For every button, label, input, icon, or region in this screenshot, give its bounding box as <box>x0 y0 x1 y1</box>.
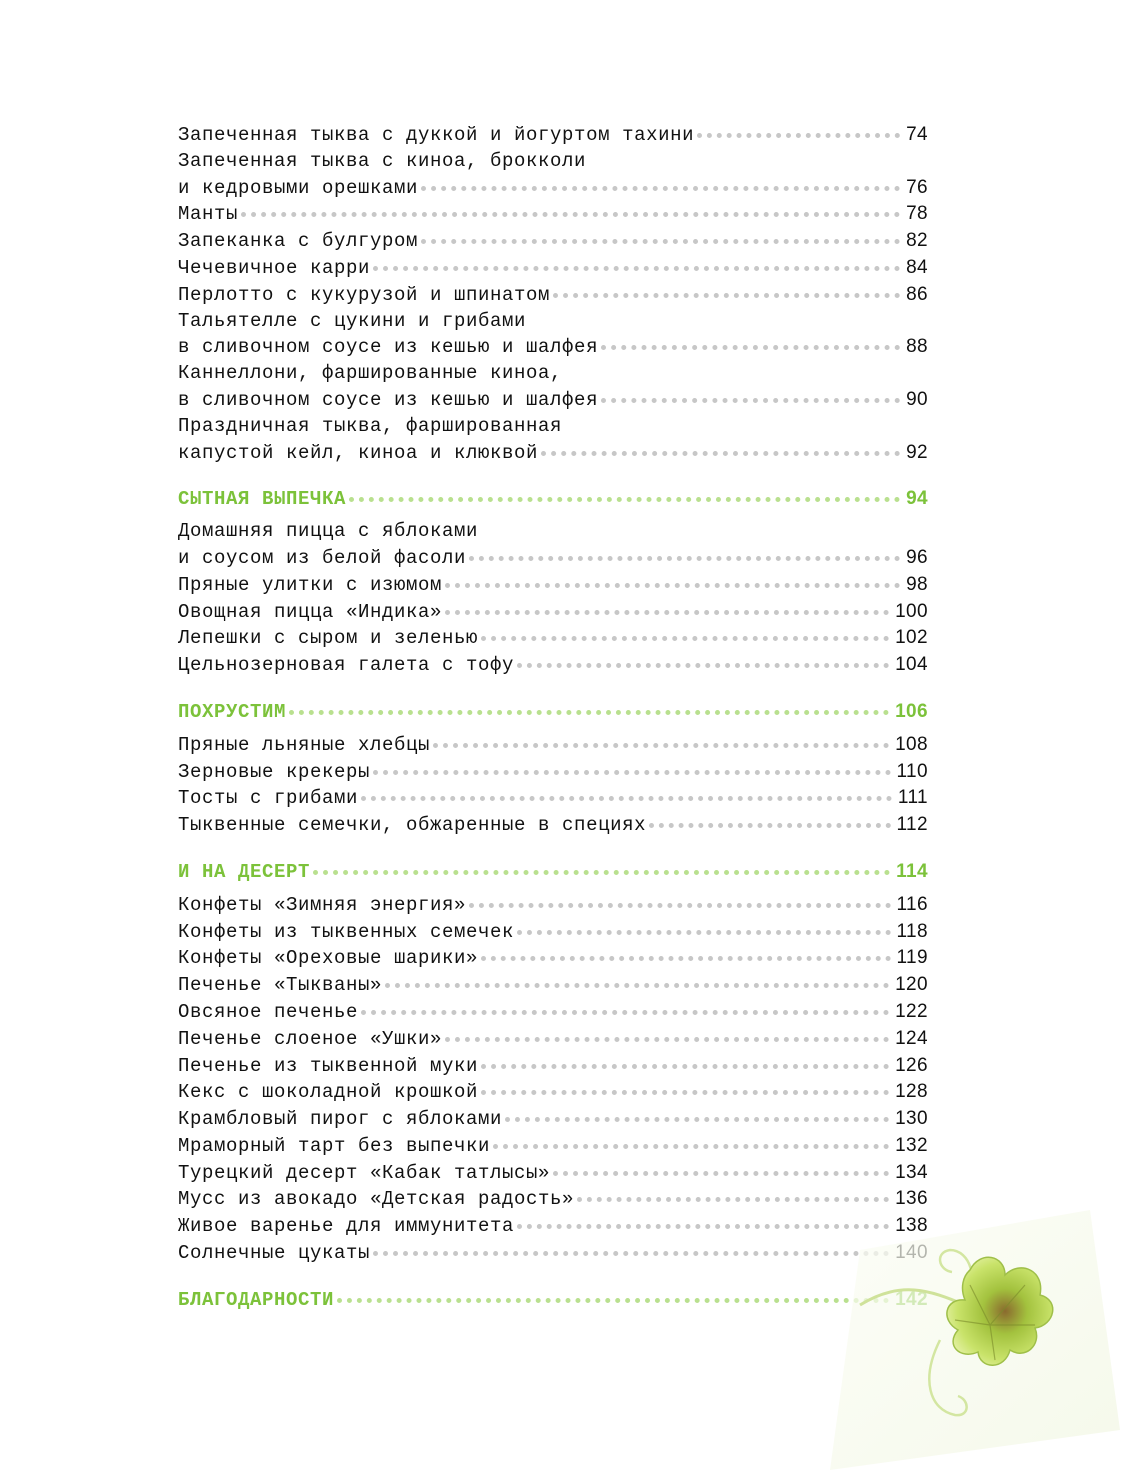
toc-entry-title: Цельнозерновая галета с тофу <box>178 654 515 677</box>
toc-entry[interactable] <box>178 572 928 599</box>
toc-entry-page-number: 92 <box>906 441 928 463</box>
toc-entry-page-number: 138 <box>895 1215 928 1237</box>
leader-dots <box>433 743 889 748</box>
toc-entry-title: Крамбловый пирог с яблоками <box>178 1108 503 1131</box>
toc-entry-title: в сливочном соусе из кешью и шалфея <box>178 388 599 411</box>
leader-dots <box>505 1117 889 1122</box>
toc-entry-title: Печенье «Тыкваны» <box>178 974 383 997</box>
toc-entry-page-number: 74 <box>906 124 928 145</box>
leader-dots <box>577 1197 889 1202</box>
toc-entry[interactable] <box>178 519 928 572</box>
toc-entry-page-number: 136 <box>895 1188 928 1210</box>
toc-section <box>178 699 928 839</box>
toc-entry-title: Тыквенные семечки, обжаренные в специях <box>178 814 647 837</box>
toc-entry-page-number: 130 <box>895 1108 928 1130</box>
leader-dots <box>469 556 900 561</box>
toc-entry-title: Солнечные цукаты <box>178 1242 371 1265</box>
toc-section-page-number: 114 <box>896 860 928 882</box>
toc-entry[interactable] <box>178 1240 928 1267</box>
toc-entry-title: Запеченная тыква с дуккой и йогуртом тахини <box>178 124 695 146</box>
toc-entry-title-line1: Каннеллони, фаршированные киноа, <box>178 362 563 385</box>
toc-entry-title: Перлотто с кукурузой и шпинатом <box>178 283 551 306</box>
toc-entry-page-number: 128 <box>895 1081 928 1103</box>
toc-entry[interactable] <box>178 812 928 839</box>
toc-entry-page-number: 82 <box>906 230 928 252</box>
toc-entry-page-number: 110 <box>896 760 928 782</box>
leader-dots <box>289 710 889 715</box>
toc-section <box>178 486 928 679</box>
toc-section-page-number: 94 <box>906 488 928 510</box>
leader-dots <box>361 1010 889 1015</box>
toc-entry-title: Печенье из тыквенной муки <box>178 1054 479 1077</box>
toc-section <box>178 859 928 1267</box>
toc-entry-title: и соусом из белой фасоли <box>178 546 467 569</box>
toc-sections <box>178 486 928 1313</box>
table-of-contents <box>178 122 928 1320</box>
leader-dots <box>517 663 889 668</box>
toc-section-heading[interactable] <box>178 1287 928 1314</box>
toc-entry-page-number: 116 <box>896 893 928 915</box>
toc-entry[interactable] <box>178 759 928 786</box>
toc-entry[interactable] <box>178 414 928 467</box>
toc-entry[interactable] <box>178 255 928 282</box>
leader-dots <box>373 770 890 775</box>
toc-entry-page-number: 100 <box>895 600 928 622</box>
toc-section-heading[interactable] <box>178 859 928 886</box>
toc-entry-title: Пряные улитки с изюмом <box>178 573 443 596</box>
leader-dots <box>481 1090 889 1095</box>
toc-entry[interactable] <box>178 1026 928 1053</box>
toc-entry-title: Тосты с грибами <box>178 787 359 810</box>
toc-entry[interactable] <box>178 228 928 255</box>
leader-dots <box>445 610 889 615</box>
leader-dots <box>349 497 900 502</box>
toc-entry-title: Лепешки с сыром и зеленью <box>178 627 479 650</box>
toc-entry[interactable] <box>178 919 928 946</box>
toc-entry-page-number: 78 <box>906 203 928 225</box>
toc-entry-page-number: 96 <box>906 546 928 568</box>
leader-dots <box>373 266 900 271</box>
leader-dots <box>421 239 900 244</box>
toc-entry-page-number: 108 <box>895 733 928 755</box>
toc-entry-title: Конфеты из тыквенных семечек <box>178 920 515 943</box>
toc-entry-page-number: 112 <box>896 814 928 836</box>
toc-entry-page-number: 84 <box>906 256 928 278</box>
toc-entry-title: в сливочном соусе из кешью и шалфея <box>178 336 599 359</box>
toc-entry-title: Пряные льняные хлебцы <box>178 733 431 756</box>
toc-entry-title: Печенье слоеное «Ушки» <box>178 1027 443 1050</box>
toc-entry-page-number: 88 <box>906 336 928 358</box>
toc-entry-page-number: 111 <box>897 787 928 809</box>
toc-entry-title: Конфеты «Зимняя энергия» <box>178 893 467 916</box>
toc-entry-page-number: 134 <box>895 1161 928 1183</box>
leader-dots <box>421 186 900 191</box>
leader-dots <box>361 796 892 801</box>
toc-entry[interactable] <box>178 732 928 759</box>
toc-entry-page-number: 76 <box>906 176 928 198</box>
toc-entry[interactable] <box>178 1106 928 1133</box>
toc-entry[interactable] <box>178 201 928 228</box>
toc-entry[interactable] <box>178 361 928 414</box>
toc-entry-title: Чечевичное карри <box>178 256 371 279</box>
leader-dots <box>541 451 900 456</box>
toc-entry[interactable] <box>178 892 928 919</box>
toc-entry-title: Конфеты «Ореховые шарики» <box>178 947 479 970</box>
leader-dots <box>649 823 890 828</box>
toc-entry-title: Овощная пицца «Индика» <box>178 600 443 623</box>
toc-entry[interactable] <box>178 945 928 972</box>
toc-entry-title: Овсяное печенье <box>178 1000 359 1023</box>
toc-section-title: БЛАГОДАРНОСТИ <box>178 1288 335 1311</box>
toc-entry-page-number: 126 <box>895 1054 928 1076</box>
leader-dots <box>445 583 900 588</box>
toc-entries <box>178 122 928 466</box>
toc-entry-title: Живое варенье для иммунитета <box>178 1215 515 1238</box>
toc-entry[interactable] <box>178 1186 928 1213</box>
leader-dots <box>313 870 890 875</box>
toc-entry[interactable] <box>178 309 928 362</box>
toc-section-title: ПОХРУСТИМ <box>178 700 287 723</box>
leader-dots <box>373 1251 889 1256</box>
toc-entry-title: капустой кейл, киноа и клюквой <box>178 441 539 464</box>
toc-section <box>178 1287 928 1314</box>
toc-entry[interactable] <box>178 785 928 812</box>
leader-dots <box>385 983 889 988</box>
toc-entry[interactable] <box>178 999 928 1026</box>
toc-entry-page-number: 86 <box>906 283 928 305</box>
toc-entry-title: Зерновые крекеры <box>178 760 371 783</box>
leader-dots <box>481 636 889 641</box>
toc-entry-title: Мраморный тарт без выпечки <box>178 1134 491 1157</box>
leader-dots <box>445 1037 889 1042</box>
leader-dots <box>601 345 900 350</box>
toc-entry[interactable] <box>178 652 928 679</box>
toc-entry[interactable] <box>178 599 928 626</box>
toc-entry[interactable] <box>178 282 928 309</box>
toc-entry[interactable] <box>178 1160 928 1187</box>
toc-entry[interactable] <box>178 625 928 652</box>
toc-entry-page-number: 124 <box>895 1027 928 1049</box>
toc-entry-title-line1: Запеченная тыква с киноа, брокколи <box>178 149 587 172</box>
leader-dots <box>601 398 900 403</box>
toc-entry-page-number: 104 <box>895 654 928 676</box>
toc-entry[interactable] <box>178 149 928 202</box>
toc-entry-page-number: 119 <box>896 947 928 969</box>
toc-entry-title: Манты <box>178 203 239 226</box>
toc-entry-page-number: 120 <box>895 974 928 996</box>
toc-section-title: И НА ДЕСЕРТ <box>178 860 311 883</box>
leader-dots <box>553 1171 889 1176</box>
leader-dots <box>337 1298 889 1303</box>
leader-dots <box>493 1144 889 1149</box>
toc-entry[interactable] <box>178 972 928 999</box>
ivy-leaf-icon <box>820 1210 1120 1470</box>
toc-entry-page-number: 102 <box>895 627 928 649</box>
toc-entry-page-number: 132 <box>895 1134 928 1156</box>
toc-entry[interactable] <box>178 1213 928 1240</box>
toc-entry-page-number: 122 <box>895 1000 928 1022</box>
toc-entry-title-line1: Домашняя пицца с яблоками <box>178 520 479 543</box>
toc-entry-title: Запеканка с булгуром <box>178 230 419 253</box>
toc-entry-title-line1: Тальятелле с цукини и грибами <box>178 309 527 332</box>
toc-entry-title: и кедровыми орешками <box>178 176 419 199</box>
toc-section-heading[interactable] <box>178 486 928 513</box>
leader-dots <box>241 212 900 217</box>
leader-dots <box>517 930 890 935</box>
toc-section-page-number: 106 <box>895 700 928 722</box>
leader-dots <box>553 293 900 298</box>
toc-entry-page-number: 118 <box>896 920 928 942</box>
leader-dots <box>481 1064 889 1069</box>
toc-entry[interactable] <box>178 122 928 149</box>
toc-entry-title: Кекс с шоколадной крошкой <box>178 1081 479 1104</box>
toc-section-heading[interactable] <box>178 699 928 726</box>
toc-entry[interactable] <box>178 1053 928 1080</box>
toc-entry-title-line1: Праздничная тыква, фаршированная <box>178 414 563 437</box>
leader-dots <box>469 903 890 908</box>
toc-entry-page-number: 98 <box>906 573 928 595</box>
toc-entry-title: Турецкий десерт «Кабак татлысы» <box>178 1161 551 1184</box>
toc-entry[interactable] <box>178 1079 928 1106</box>
toc-entry-title: Мусс из авокадо «Детская радость» <box>178 1188 575 1211</box>
toc-entry[interactable] <box>178 1133 928 1160</box>
toc-section-title: СЫТНАЯ ВЫПЕЧКА <box>178 488 347 511</box>
leader-dots <box>481 956 890 961</box>
toc-entry-page-number: 90 <box>906 388 928 410</box>
leader-dots <box>697 133 900 138</box>
